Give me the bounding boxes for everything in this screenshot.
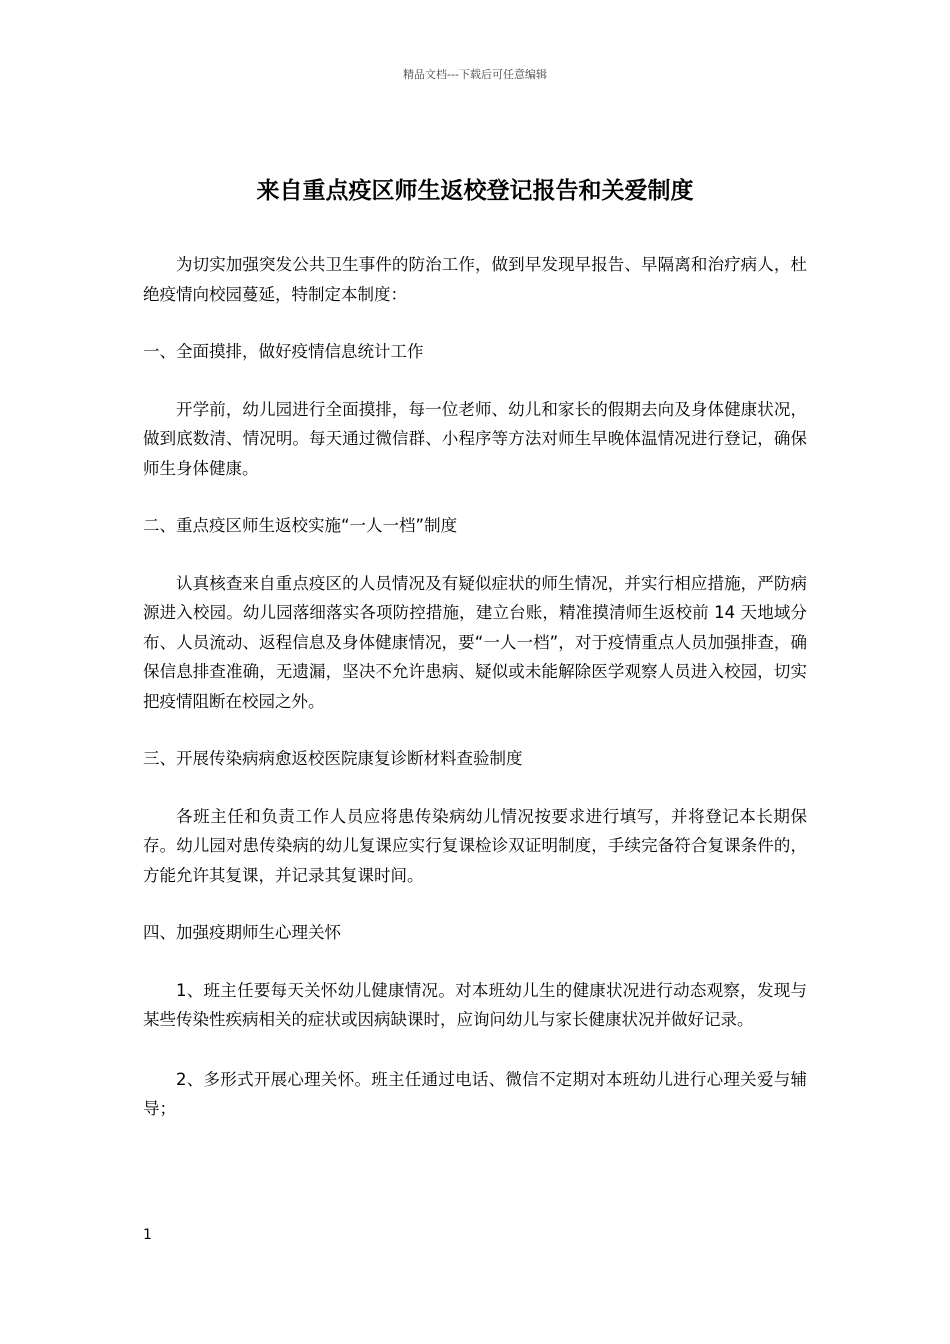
page-number: 1 [143, 1227, 152, 1243]
section-heading-1: 一、全面摸排，做好疫情信息统计工作 [143, 342, 424, 361]
section-paragraph-2: 认真核查来自重点疫区的人员情况及有疑似症状的师生情况，并实行相应措施，严防病源进入校园。幼儿园落细落实各项防控措施，建立台账，精准摸清师生返校前 14 天地域分布、人员流动、返程信息及身体健康情况，要“一人一档”，对于疫情重点人员加强排查，确保信息排查准确，无遗漏，坚决不允许患病、疑似或未能解除医学观察人员进入校园，切实把疫情阻断在校园之外。 [143, 573, 807, 711]
section-heading-2: 二、重点疫区师生返校实施“一人一档”制度 [143, 516, 458, 535]
intro-paragraph: 为切实加强突发公共卫生事件的防治工作，做到早发现早报告、早隔离和治疗病人，杜绝疫情向校园蔓延，特制定本制度： [143, 255, 807, 304]
section-paragraph-3: 各班主任和负责工作人员应将患传染病幼儿情况按要求进行填写，并将登记本长期保存。幼儿园对患传染病的幼儿复课应实行复课检诊双证明制度，手续完备符合复课条件的，方能允许其复课，并记录其复课时间。 [143, 806, 807, 885]
section-paragraph-4-2: 2、多形式开展心理关怀。班主任通过电话、微信不定期对本班幼儿进行心理关爱与辅导； [143, 1069, 807, 1118]
document-title: 来自重点疫区师生返校登记报告和关爱制度 [256, 178, 694, 204]
section-heading-3: 三、开展传染病病愈返校医院康复诊断材料查验制度 [143, 749, 523, 768]
section-heading-4: 四、加强疫期师生心理关怀 [143, 923, 341, 942]
section-paragraph-4-1: 1、班主任要每天关怀幼儿健康情况。对本班幼儿生的健康状况进行动态观察，发现与某些传染性疾病相关的症状或因病缺课时，应询问幼儿与家长健康状况并做好记录。 [143, 980, 807, 1029]
document-header: 精品文档---下载后可任意编辑 [403, 68, 547, 81]
document-body [143, 250, 807, 1124]
section-paragraph-1: 开学前，幼儿园进行全面摸排，每一位老师、幼儿和家长的假期去向及身体健康状况，做到底数清、情况明。每天通过微信群、小程序等方法对师生早晚体温情况进行登记，确保师生身体健康。 [143, 399, 807, 478]
